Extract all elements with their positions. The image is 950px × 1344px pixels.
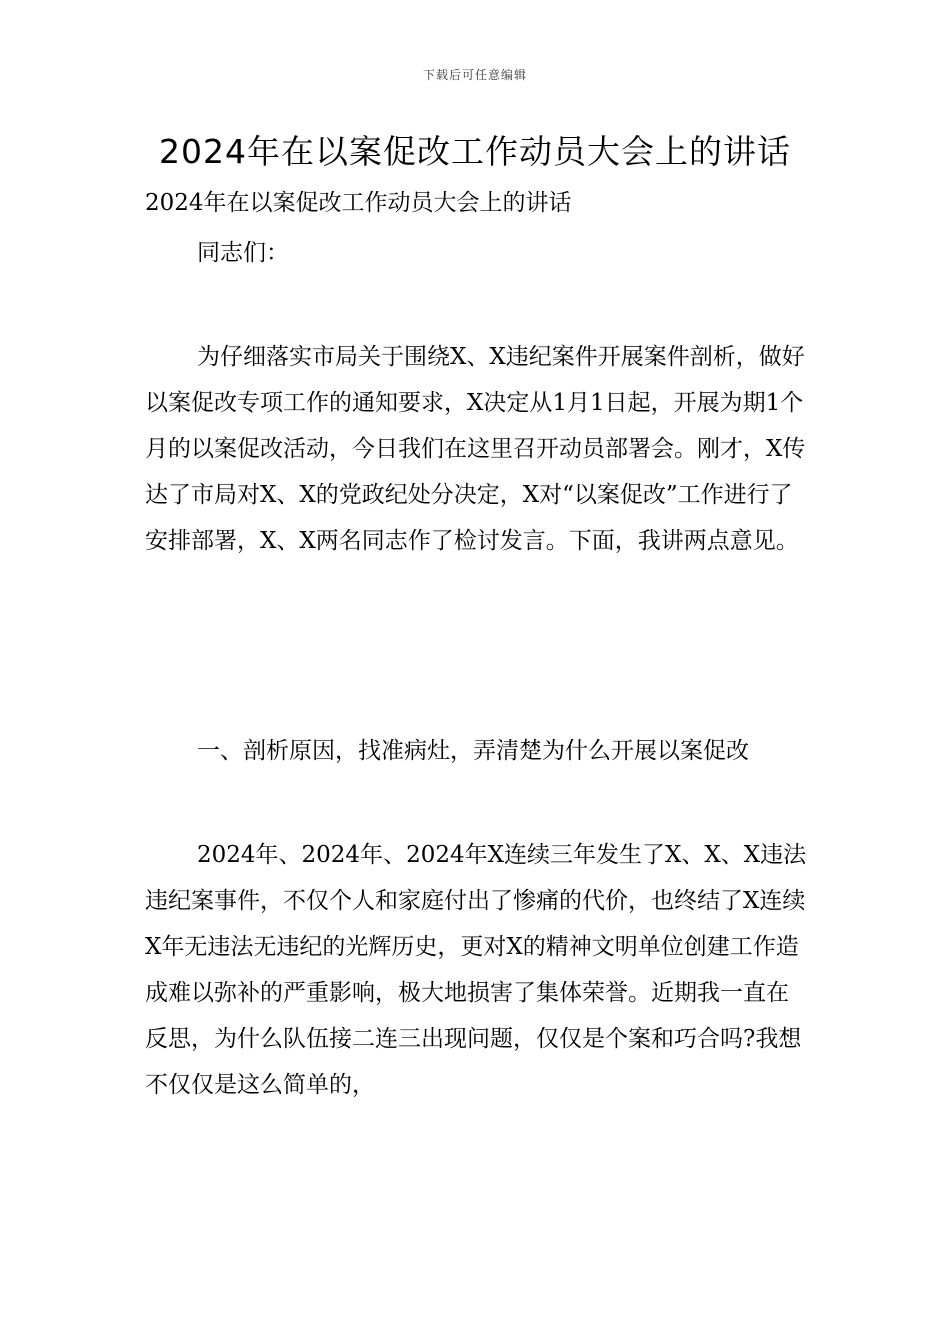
section-1-heading: 一、剖析原因，找准病灶，弄清楚为什么开展以案促改 bbox=[197, 738, 749, 764]
paragraph-2: 2024年、2024年、2024年X连续三年发生了X、X、X违法违纪案事件，不仅个人和家庭付出了惨痛的代价，也终结了X连续X年无违法无违纪的光辉历史，更对X的精神文明单位创建工作造成难以弥补的严重影响，极大地损害了集体荣誉。近期我一直在反思，为什么队伍接二连三出现问题，仅仅是个案和巧合吗?我想不仅仅是这么简单的， bbox=[145, 842, 807, 1098]
document-body bbox=[145, 180, 810, 1108]
header-note: 下载后可任意编辑 bbox=[422, 68, 527, 82]
salutation: 同志们： bbox=[197, 240, 289, 266]
document-title: 2024年在以案促改工作动员大会上的讲话 bbox=[159, 132, 791, 171]
document-subtitle: 2024年在以案促改工作动员大会上的讲话 bbox=[145, 190, 572, 216]
paragraph-1: 为仔细落实市局关于围绕X、X违纪案件开展案件剖析，做好以案促改专项工作的通知要求，X决定从1月1日起，开展为期1个月的以案促改活动，今日我们在这里召开动员部署会。刚才，X传达了市局对X、X的党政纪处分决定，X对“以案促改”工作进行了安排部署，X、X两名同志作了检讨发言。下面，我讲两点意见。 bbox=[145, 344, 806, 554]
